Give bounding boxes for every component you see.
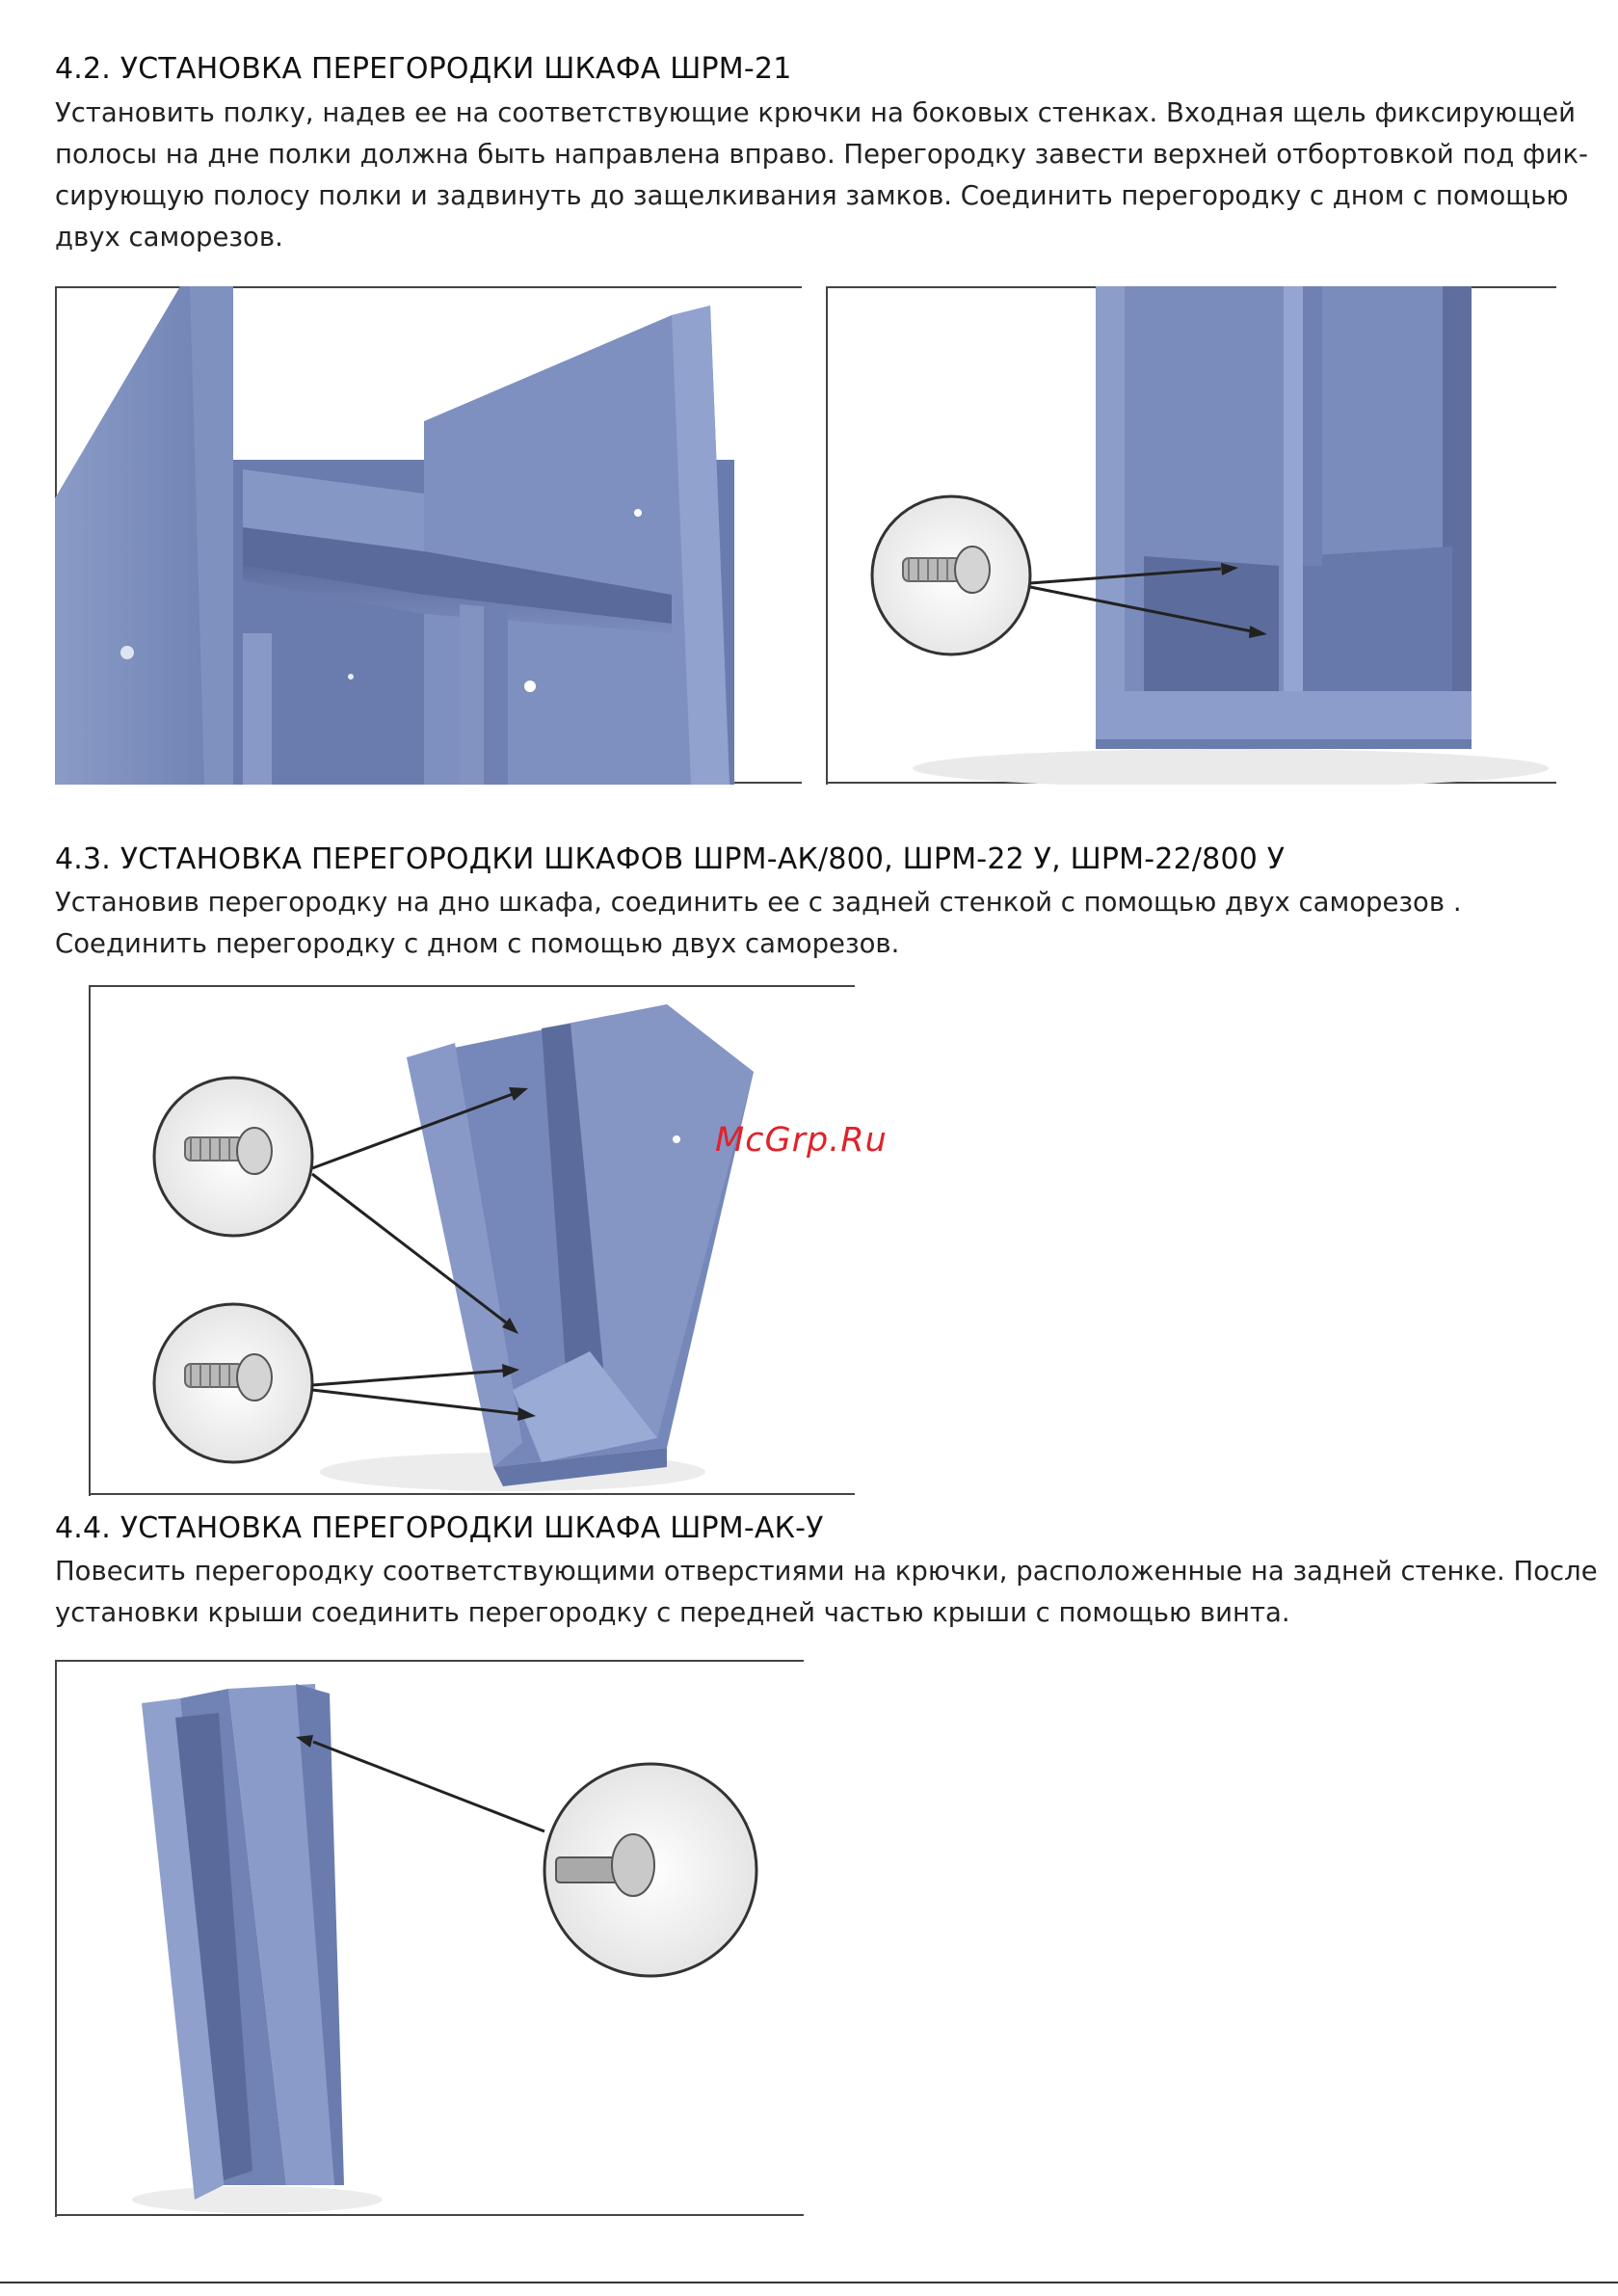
- figure-4-3-partition-screws: [89, 985, 855, 1496]
- text-line: двух саморезов.: [55, 222, 283, 253]
- figure-4-4-partition-roof-screw: [55, 1660, 804, 2217]
- footer-rule: [0, 2282, 1618, 2283]
- text-line: установки крыши соединить перегородку с передней частью крыши с помощью винта.: [55, 1597, 1290, 1628]
- section-4-2-title: 4.2. УСТАНОВКА ПЕРЕГОРОДКИ ШКАФА ШРМ-21: [55, 52, 792, 86]
- section-4-3-title: 4.3. УСТАНОВКА ПЕРЕГОРОДКИ ШКАФОВ ШРМ-АК/800, ШРМ-22 У, ШРМ-22/800 У: [55, 842, 1286, 876]
- section-4-4-text: [55, 1551, 1598, 1634]
- watermark: McGrp.Ru: [715, 1121, 888, 1160]
- figure-4-2-screw-bottom: [826, 286, 1556, 785]
- text-line: сирующую полосу полки и задвинуть до защелкивания замков. Соединить перегородку с дном с помощью: [55, 180, 1569, 211]
- section-4-4-title: 4.4. УСТАНОВКА ПЕРЕГОРОДКИ ШКАФА ШРМ-АК-У: [55, 1511, 824, 1545]
- text-line: Установив перегородку на дно шкафа, соединить ее с задней стенкой с помощью двух саморезов .: [55, 887, 1462, 918]
- section-4-2-text: [55, 93, 1588, 258]
- figure-4-2-shelf: [55, 286, 802, 785]
- text-line: Установить полку, надев ее на соответствующие крючки на боковых стенках. Входная щель фиксирующей: [55, 97, 1577, 128]
- section-4-3-text: [55, 882, 1558, 965]
- text-line: Соединить перегородку с дном с помощью двух саморезов.: [55, 928, 900, 959]
- text-line: полосы на дне полки должна быть направлена вправо. Перегородку завести верхней отбортовкой под фик-: [55, 139, 1588, 170]
- text-line: Повесить перегородку соответствующими отверстиями на крючки, расположенные на задней стенке. После: [55, 1556, 1598, 1587]
